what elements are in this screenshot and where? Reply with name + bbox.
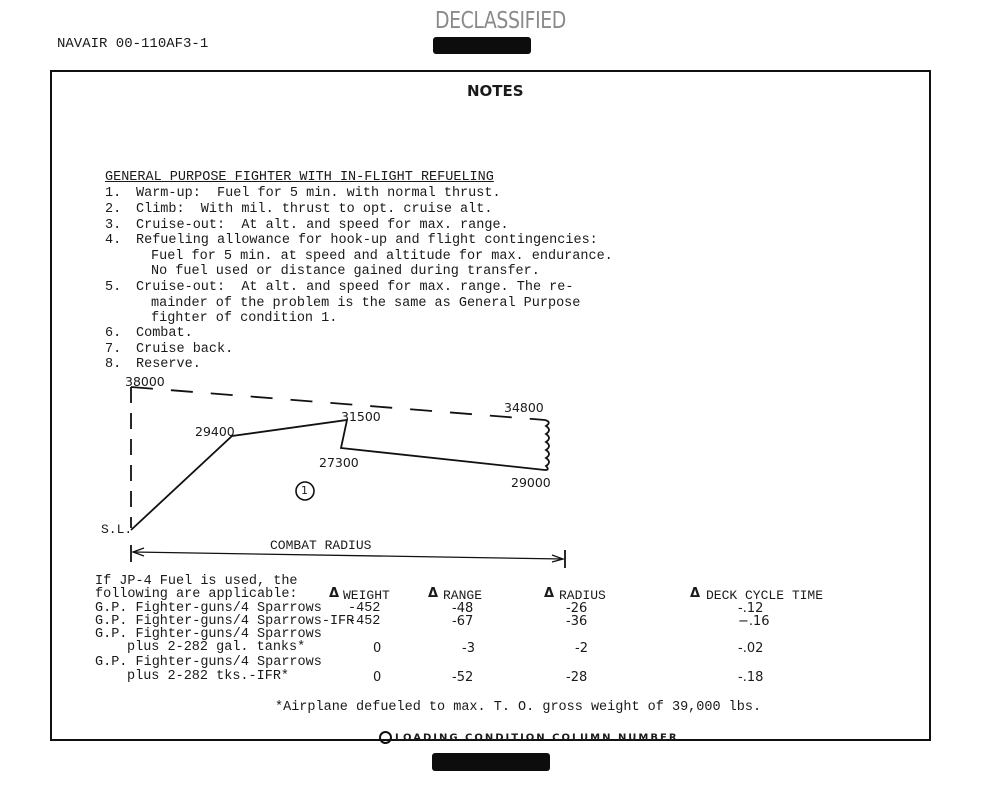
cell-range: -3 (462, 641, 475, 656)
cell-deck-cycle-time: -.12 (738, 601, 764, 616)
row-config: G.P. Fighter-guns/4 Sparrows (95, 627, 322, 642)
altitude-label-29400: 29400 (195, 424, 235, 439)
flight-path (131, 420, 545, 530)
note-number: 7. (105, 342, 122, 357)
declassified-stamp: DECLASSIFIED (435, 8, 566, 34)
notes-title: NOTES (467, 82, 524, 100)
column-header-range: RANGE (443, 588, 483, 603)
column-header-deck-cycle-time: DECK CYCLE TIME (706, 588, 824, 603)
note-text: Climb: With mil. thrust to opt. cruise alt. (136, 202, 493, 217)
redaction-bar-bottom (432, 753, 550, 771)
cell-deck-cycle-time: -.02 (738, 641, 764, 656)
combat-radius-label: COMBAT RADIUS (270, 538, 372, 553)
note-text: fighter of condition 1. (151, 311, 338, 326)
note-text: Fuel for 5 min. at speed and altitude for max. endurance. (151, 249, 613, 264)
delta-icon: Δ (544, 586, 555, 601)
row-config: G.P. Fighter-guns/4 Sparrows (95, 601, 322, 616)
note-text: No fuel used or distance gained during transfer. (151, 264, 540, 279)
cell-deck-cycle-time: -.18 (738, 670, 764, 685)
cell-radius: -2 (575, 641, 588, 656)
note-number: 4. (105, 233, 122, 248)
row-config: G.P. Fighter-guns/4 Sparrows (95, 655, 322, 670)
note-number: 5. (105, 280, 122, 295)
note-number: 1. (105, 186, 122, 201)
cell-radius: -28 (566, 670, 588, 685)
cell-weight: -452 (348, 614, 381, 629)
note-text: mainder of the problem is the same as General Purpose (151, 296, 581, 311)
circle-icon (379, 731, 392, 744)
table-intro: following are applicable: (95, 587, 298, 602)
row-config: plus 2-282 tks.-IFR* (127, 669, 290, 684)
cell-weight: 0 (373, 641, 382, 656)
cell-weight: 0 (373, 670, 382, 685)
legend (368, 720, 679, 744)
note-number: 2. (105, 202, 122, 217)
section-heading: GENERAL PURPOSE FIGHTER WITH IN-FLIGHT REFUELING (105, 170, 494, 185)
condition-number: 1 (301, 484, 308, 497)
note-text: Cruise-out: At alt. and speed for max. range. (136, 218, 509, 233)
delta-icon: Δ (428, 586, 439, 601)
altitude-label-34800: 34800 (504, 400, 544, 415)
altitude-label-31500: 31500 (341, 409, 381, 424)
cell-radius: -26 (566, 601, 588, 616)
cell-weight: -452 (348, 601, 381, 616)
column-header-weight: WEIGHT (343, 588, 390, 603)
cell-range: -48 (452, 601, 474, 616)
altitude-label-27300: 27300 (319, 455, 359, 470)
note-text: Cruise-out: At alt. and speed for max. range. The re- (136, 280, 574, 295)
table-intro: If JP-4 Fuel is used, the (95, 574, 298, 589)
altitude-label-29000: 29000 (511, 475, 551, 490)
note-text: Combat. (136, 326, 193, 341)
cell-deck-cycle-time: −.16 (738, 614, 770, 629)
legend-label: LOADING CONDITION COLUMN NUMBER (394, 732, 679, 744)
column-header-radius: RADIUS (559, 588, 606, 603)
delta-icon: Δ (329, 586, 340, 601)
document-id: NAVAIR 00-110AF3-1 (57, 36, 209, 52)
cell-radius: -36 (566, 614, 588, 629)
cell-range: -52 (452, 670, 474, 685)
sea-level-label: S.L. (101, 522, 133, 537)
note-text: Refueling allowance for hook-up and flight contingencies: (136, 233, 598, 248)
footnote: *Airplane defueled to max. T. O. gross weight of 39,000 lbs. (275, 700, 762, 715)
cell-range: -67 (452, 614, 474, 629)
note-text: Reserve. (136, 357, 201, 372)
radius-arrow-line (133, 552, 563, 559)
note-number: 6. (105, 326, 122, 341)
row-config: plus 2-282 gal. tanks* (127, 640, 306, 655)
altitude-label-38000: 38000 (125, 374, 165, 389)
note-text: Cruise back. (136, 342, 234, 357)
row-config: G.P. Fighter-guns/4 Sparrows-IFR (95, 614, 355, 629)
note-number: 3. (105, 218, 122, 233)
max-altitude-line (131, 387, 545, 420)
delta-icon: Δ (690, 586, 701, 601)
note-text: Warm-up: Fuel for 5 min. with normal thrust. (136, 186, 501, 201)
loiter-coil (545, 420, 549, 470)
note-number: 8. (105, 357, 122, 372)
